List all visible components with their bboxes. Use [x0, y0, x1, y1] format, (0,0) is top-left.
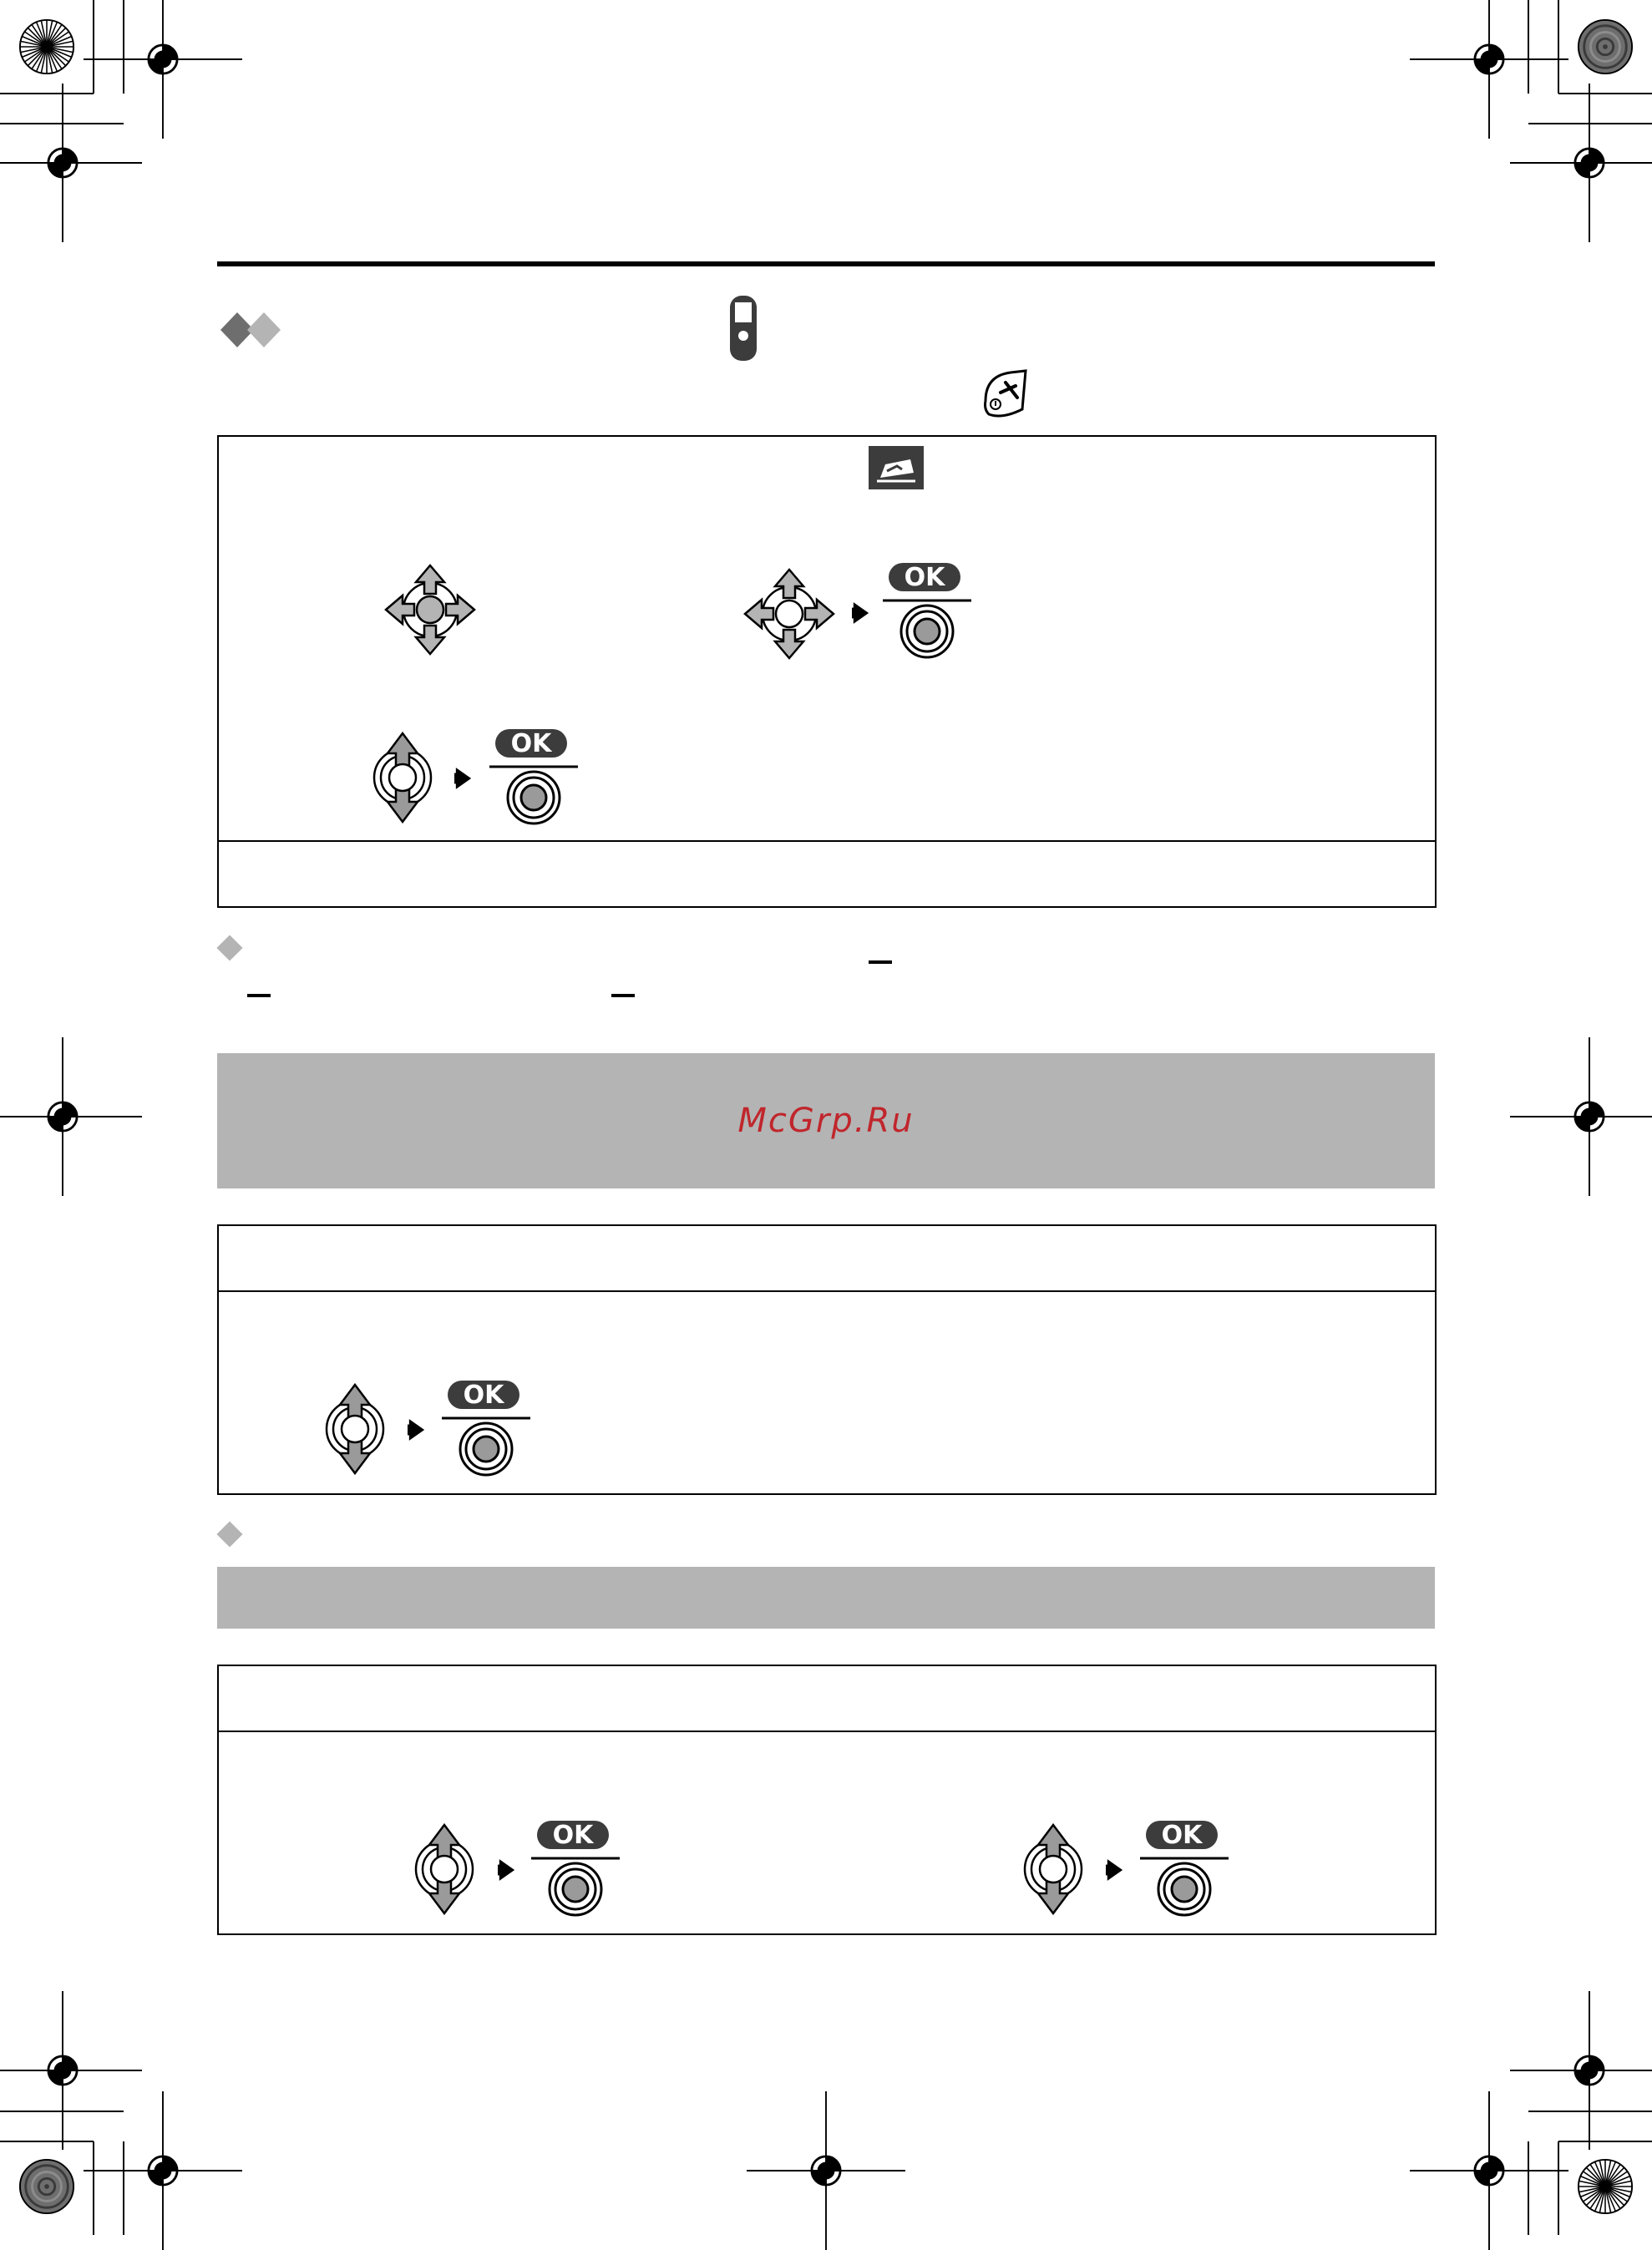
seal-calibration-icon — [1577, 18, 1634, 75]
joystick-four-way-icon — [743, 568, 835, 660]
arrow-right-icon — [1106, 1855, 1124, 1885]
instruction-panel-1 — [217, 435, 1437, 908]
arrow-right-icon — [408, 1415, 426, 1445]
watermark-text: McGrp.Ru — [737, 1102, 915, 1140]
crosshair-registration-mark-icon — [1510, 1037, 1652, 1196]
ok-key[interactable] — [530, 1819, 621, 1919]
ok-key[interactable] — [488, 727, 580, 828]
arrow-right-icon — [454, 763, 473, 793]
ok-key-label: OK — [904, 563, 945, 592]
ok-key[interactable] — [440, 1379, 532, 1479]
note-dash — [611, 994, 635, 997]
note-dash — [869, 960, 892, 964]
instruction-panel-2 — [217, 1224, 1437, 1495]
header-rule — [217, 261, 1435, 266]
joystick-up-down-icon — [411, 1823, 478, 1915]
ok-key-label: OK — [463, 1381, 504, 1410]
seal-calibration-icon — [18, 2158, 75, 2215]
display-menu-icon — [869, 446, 924, 489]
ok-key-label: OK — [552, 1821, 594, 1850]
double-diamond-bullet-icon — [219, 311, 284, 349]
crosshair-registration-mark-icon — [1510, 84, 1652, 242]
crosshair-registration-mark-icon — [0, 84, 142, 242]
arrow-right-icon — [852, 598, 870, 628]
section-band — [217, 1567, 1435, 1629]
panel-divider — [219, 840, 1435, 842]
panel-divider — [219, 1731, 1435, 1732]
section-band — [217, 1053, 1435, 1188]
joystick-up-down-icon — [1020, 1823, 1087, 1915]
instruction-panel-3 — [217, 1665, 1437, 1935]
joystick-up-down-icon — [369, 732, 436, 823]
crosshair-registration-mark-icon — [84, 2091, 242, 2250]
starburst-calibration-icon — [1577, 2158, 1634, 2215]
panel-divider — [219, 1290, 1435, 1292]
starburst-calibration-icon — [18, 18, 75, 75]
joystick-four-way-icon — [384, 564, 476, 656]
joystick-up-down-icon — [322, 1383, 388, 1475]
ok-key[interactable] — [1138, 1819, 1230, 1919]
arrow-right-icon — [498, 1855, 516, 1885]
ok-key-label: OK — [1161, 1821, 1203, 1850]
crosshair-registration-mark-icon — [0, 1037, 142, 1196]
ok-key[interactable] — [881, 561, 973, 661]
ok-key-label: OK — [510, 729, 552, 758]
note-dash — [247, 994, 271, 997]
crosshair-registration-mark-icon — [747, 2091, 905, 2250]
crosshair-registration-mark-icon — [1410, 2091, 1568, 2250]
handset-icon — [728, 294, 758, 362]
off-power-key-icon — [977, 367, 1031, 421]
